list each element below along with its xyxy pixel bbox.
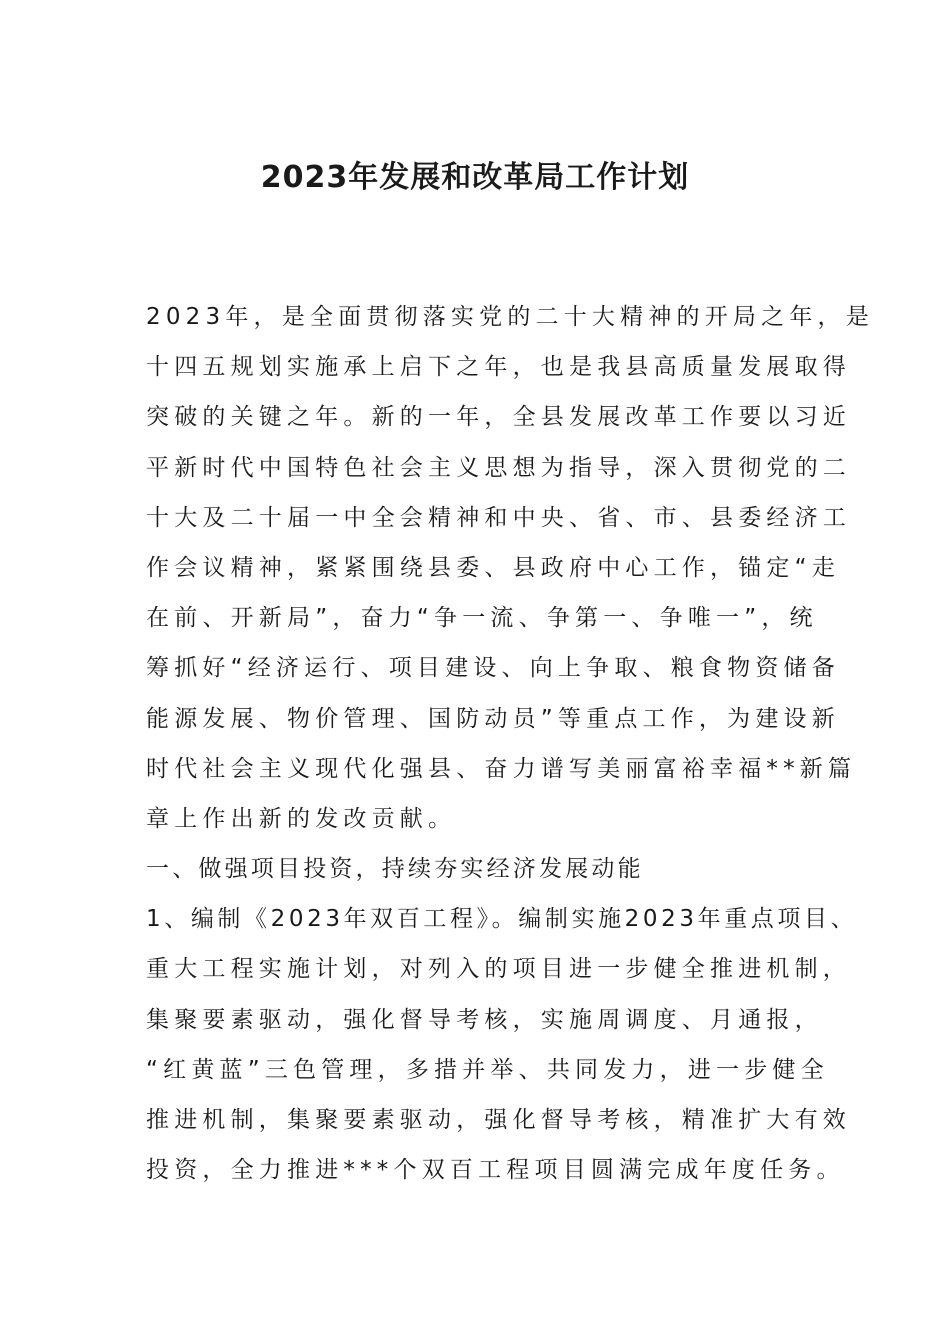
document-body <box>146 292 874 1195</box>
paragraph-line: 筹抓好“经济运行、项目建设、向上争取、粮食物资储备 <box>146 655 840 682</box>
paragraph-line: 投资，全力推进***个双百工程项目圆满完成年度任务。 <box>146 1157 845 1184</box>
paragraph-line: 时代社会主义现代化强县、奋力谱写美丽富裕幸福**新篇 <box>146 755 857 782</box>
paragraph-line: 能源发展、物价管理、国防动员”等重点工作，为建设新 <box>146 705 840 732</box>
paragraph-line: 十四五规划实施承上启下之年，也是我县高质量发展取得 <box>146 354 851 381</box>
paragraph-line: “红黄蓝”三色管理，多措并举、共同发力，进一步健全 <box>146 1056 829 1083</box>
paragraph-line: 推进机制，集聚要素驱动，强化督导考核，精准扩大有效 <box>146 1107 851 1133</box>
paragraph-line: 重大工程实施计划，对列入的项目进一步健全推进机制， <box>146 956 851 983</box>
paragraph-line: 在前、开新局”，奋力“争一流、争第一、争唯一”，统 <box>146 605 818 632</box>
paragraph-line: 突破的关键之年。新的一年，全县发展改革工作要以习近 <box>146 404 851 431</box>
paragraph-line: 十大及二十届一中全会精神和中央、省、市、县委经济工 <box>146 504 851 531</box>
paragraph-line: 章上作出新的发改贡献。 <box>146 805 457 832</box>
section-heading: 一、做强项目投资，持续夯实经济发展动能 <box>146 856 644 883</box>
document-title: 2023年发展和改革局工作计划 <box>260 160 690 195</box>
paragraph-line: 平新时代中国特色社会主义思想为指导，深入贯彻党的二 <box>146 454 851 481</box>
paragraph-line: 2023年，是全面贯彻落实党的二十大精神的开局之年，是 <box>146 304 874 330</box>
paragraph-line: 作会议精神，紧紧围绕县委、县政府中心工作，锚定“走 <box>146 554 840 581</box>
paragraph-line: 1、编制《2023年双百工程》。编制实施2023年重点项目、 <box>146 906 858 933</box>
paragraph-line: 集聚要素驱动，强化督导考核，实施周调度、月通报， <box>146 1006 823 1033</box>
